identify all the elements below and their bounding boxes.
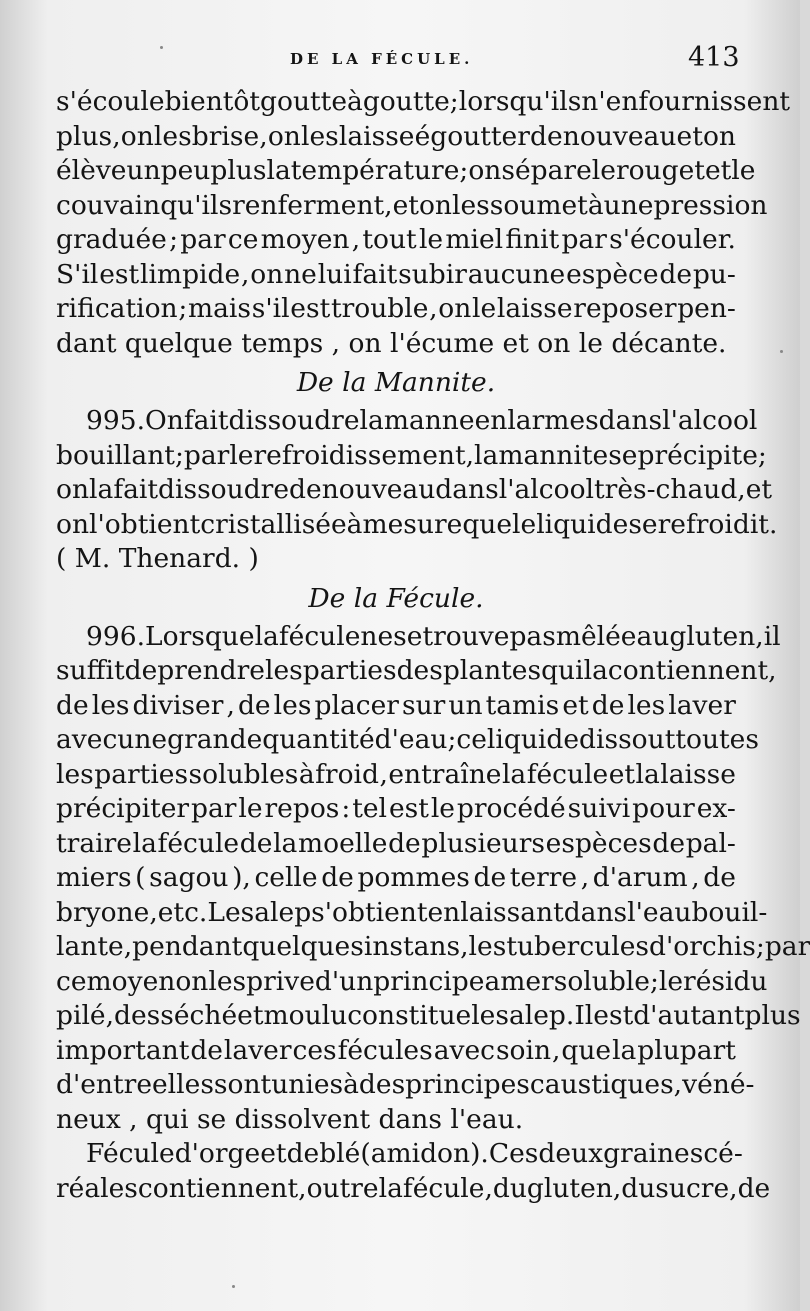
ink-speck <box>160 46 163 49</box>
text-line: dant quelque temps , on l'écume et on le décante. <box>56 327 727 359</box>
text-line: couvain qu'ils renferment , et on les soumet à une pression <box>56 189 768 221</box>
text-line: traire la fécule de la moelle de plusieurs espèces de pal- <box>56 827 736 859</box>
text-line: graduée ; par ce moyen , tout le miel finit par s'écouler. <box>56 224 736 255</box>
text-line: neux , qui se dissolvent dans l'eau. <box>56 1103 524 1135</box>
text-line: ce moyen on les prive d'un principe amer soluble ; le résidu <box>56 965 768 997</box>
text-line: avec une grande quantité d'eau ; ce liquide dissout toutes <box>56 724 759 755</box>
text-line: important de laver ces fécules avec soin , que la plupart <box>56 1034 736 1066</box>
text-line: on l'obtient cristallisée à mesure que le liquide se refroidit. <box>56 508 778 540</box>
text-line: 996. Lorsque la fécule ne se trouve pas mêlée au gluten , il <box>86 620 781 652</box>
text-line: bryone , etc. Le salep s'obtient en laissant dans l'eau bouil- <box>56 896 768 928</box>
text-line: d'entre elles sont unies à des principes caustiques , véné- <box>56 1069 755 1100</box>
text-line: précipiter par le repos : tel est le procédé suivi pour ex- <box>56 793 736 824</box>
text-line: Fécule d'orge et de blé ( amidon ). Ces deux graines cé- <box>86 1138 743 1169</box>
text-line: lante , pendant quelques instans , les tubercules d'orchis ; par <box>56 931 810 962</box>
section-heading: De la Fécule. <box>308 582 484 614</box>
text-line: suffit de prendre les parties des plantes qui la contiennent , <box>56 655 777 686</box>
text-line: de les diviser , de les placer sur un tamis et de les laver <box>56 689 736 721</box>
running-title: DE LA FÉCULE. <box>290 50 474 68</box>
section-heading: De la Mannite. <box>296 367 496 398</box>
text-line: on la fait dissoudre de nouveau dans l'alcool très-chaud , et <box>56 474 773 505</box>
text-line: pilé, desséché et moulu constitue le salep. Il est d'autant plus <box>56 1000 801 1031</box>
text-line: miers ( sagou ), celle de pommes de terre , d'arum , de <box>56 862 736 893</box>
text-line: bouillant ; par le refroidissement , la mannite se précipite ; <box>56 439 767 471</box>
text-line: S'il est limpide , on ne lui fait subir aucune espèce de pu- <box>56 258 736 290</box>
ink-speck <box>780 350 783 353</box>
ink-speck <box>232 1285 235 1288</box>
body-text <box>56 85 810 1206</box>
text-line: réales contiennent , outre la fécule , du gluten , du sucre , de <box>56 1172 771 1204</box>
text-line: ( M. Thenard. ) <box>56 543 259 574</box>
page-number: 413 <box>688 42 740 73</box>
text-line: 995. On fait dissoudre la manne en larmes dans l'alcool <box>86 405 758 436</box>
text-line: s'écoule bientôt goutte à goutte ; lorsqu'ils n'en fournissent <box>56 86 791 117</box>
text-line: rification ; mais s'il est trouble , on le laisse reposer pen- <box>56 293 736 324</box>
text-line: plus , on les brise , on les laisse égoutter de nouveau et on <box>56 120 736 152</box>
text-line: élève un peu plus la température ; on sépare le rouget et le <box>56 155 756 186</box>
text-line: les parties solubles à froid , entraîne la fécule et la laisse <box>56 758 736 790</box>
